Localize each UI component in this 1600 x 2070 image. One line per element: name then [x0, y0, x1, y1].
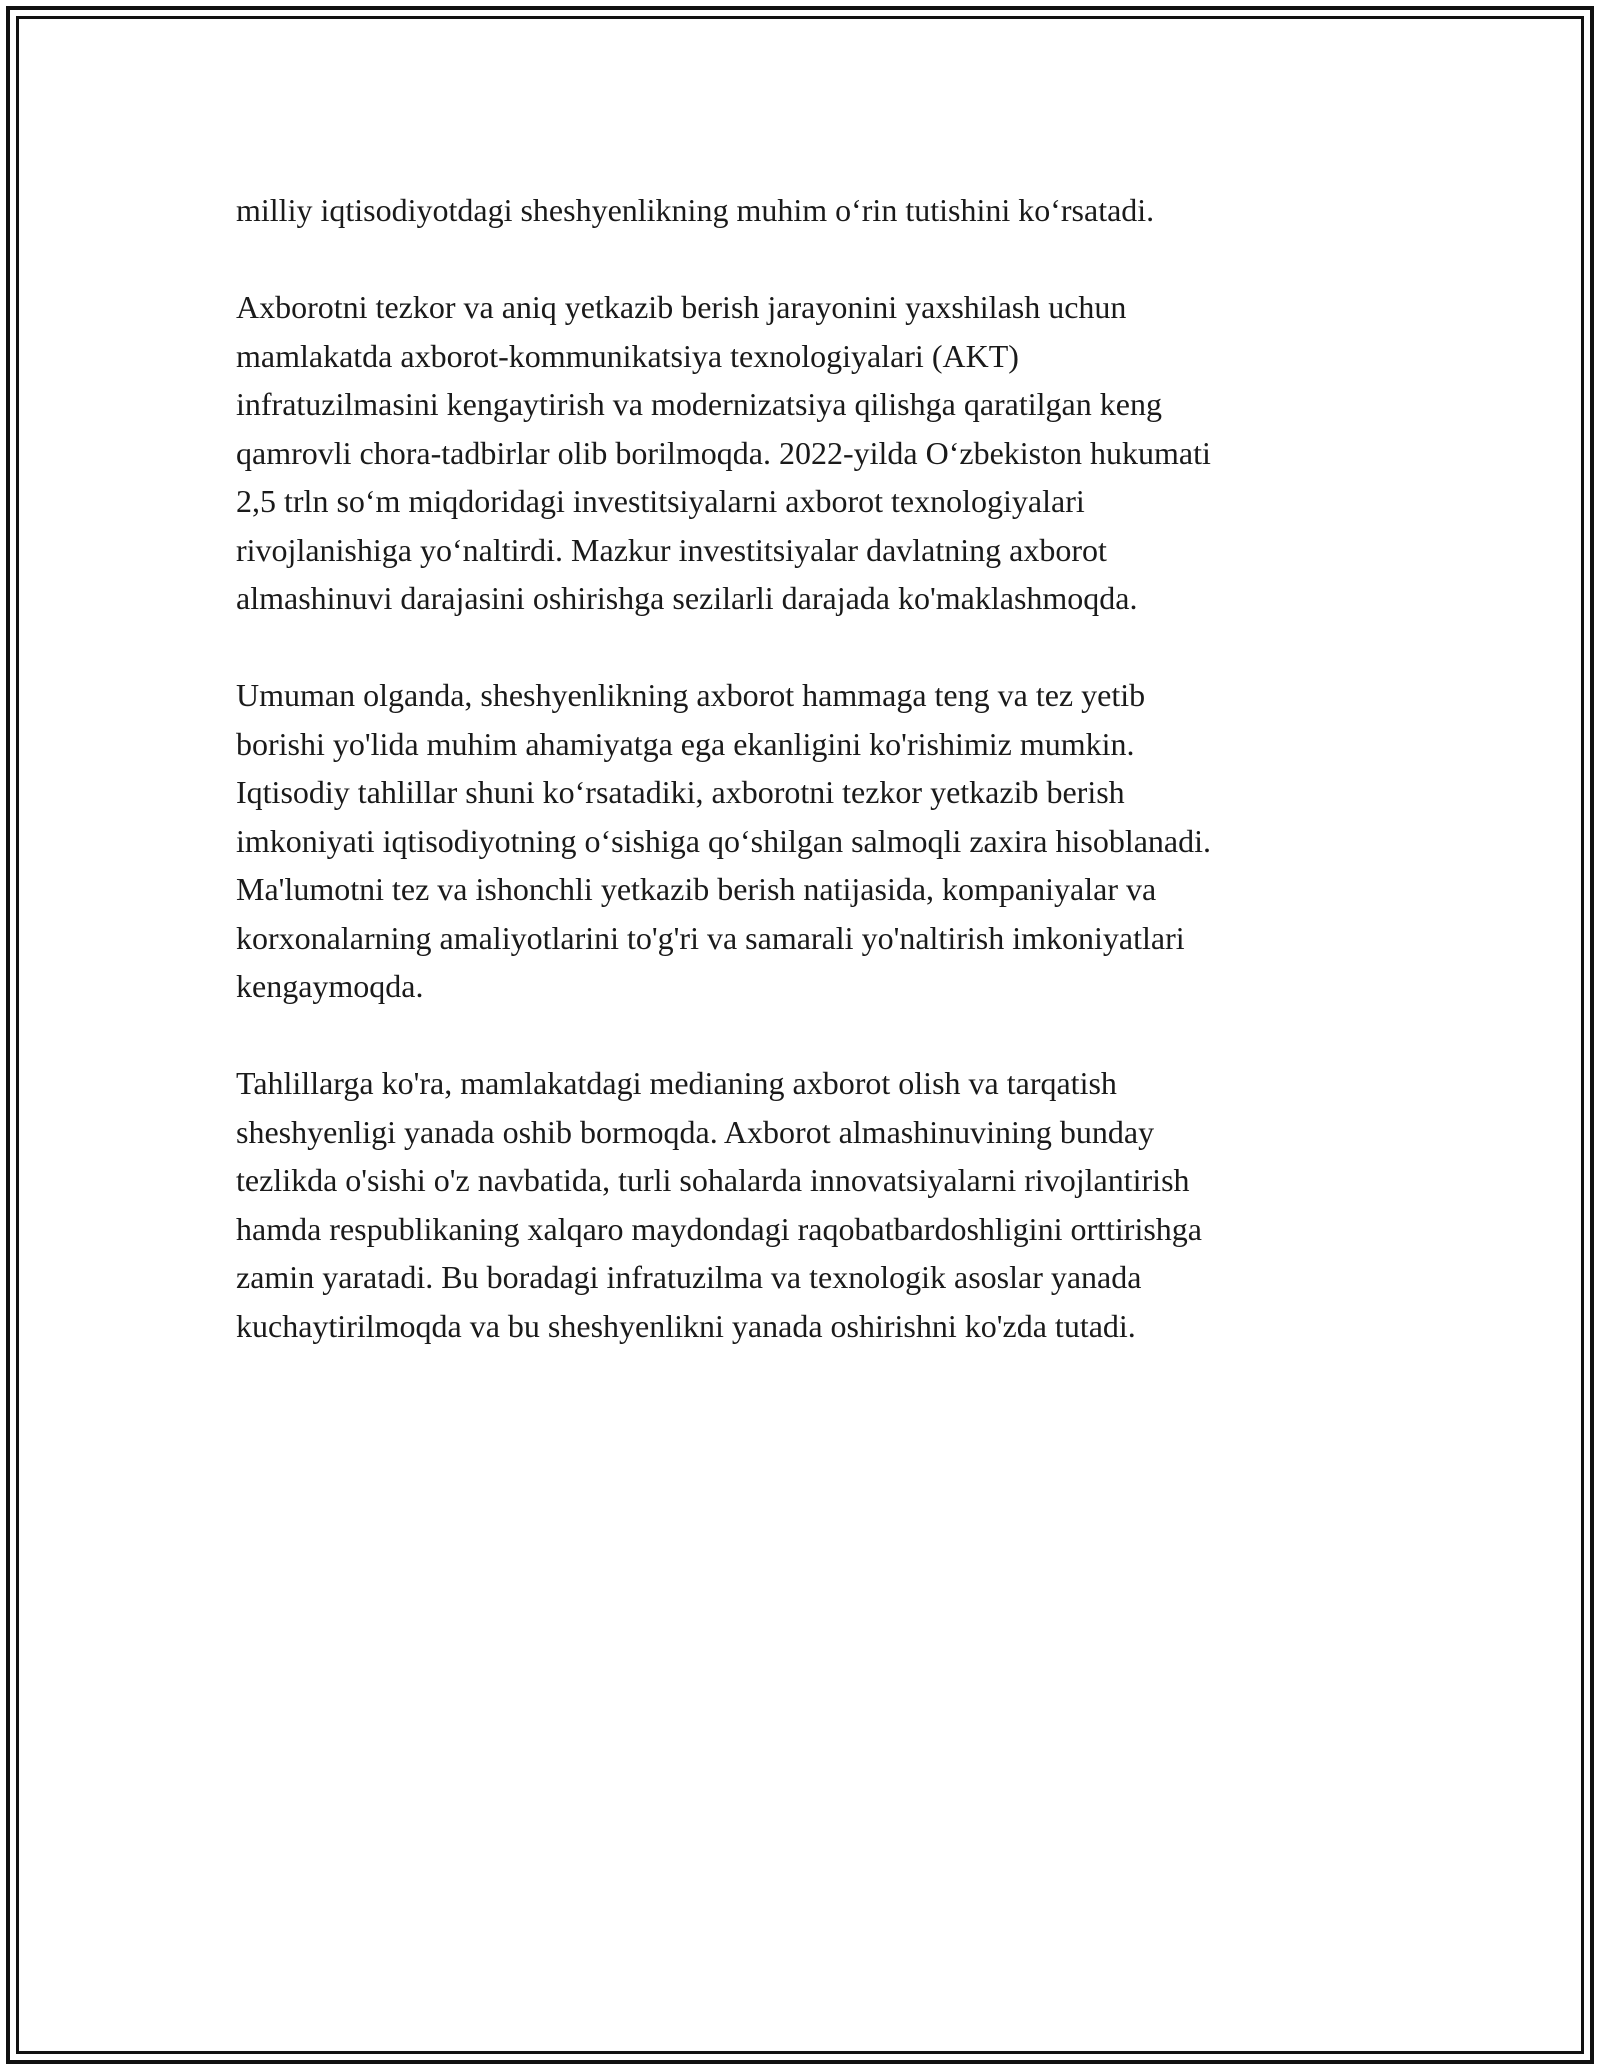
text-line: almashinuvi darajasini oshirishga sezilarli darajada ko'maklashmoqda.: [236, 580, 1138, 616]
text-line: mamlakatda axborot-kommunikatsiya texnologiyalari (AKT): [236, 337, 1019, 374]
paragraph-1: [236, 186, 1364, 235]
text-line: borishi yo'lida muhim ahamiyatga ega ekanligini ko'rishimiz mumkin.: [236, 725, 1135, 762]
paragraph-2: [236, 283, 1364, 623]
text-line: 2,5 trln so‘m miqdoridagi investitsiyalarni axborot texnologiyalari: [236, 483, 1085, 519]
text-line: tezlikda o'sishi o'z navbatida, turli sohalarda innovatsiyalarni rivojlantirish: [236, 1162, 1190, 1198]
text-line: sheshyenligi yanada oshib bormoqda. Axborot almashinuvining bunday: [236, 1113, 1155, 1150]
text-line: Iqtisodiy tahlillar shuni ko‘rsatadiki, axborotni tezkor yetkazib berish: [236, 774, 1125, 810]
text-line: korxonalarning amaliyotlarini to'g'ri va samarali yo'naltirish imkoniyatlari: [236, 919, 1185, 956]
document-body: [236, 186, 1364, 1399]
paragraph-4: [236, 1059, 1364, 1350]
text-line: hamda respublikaning xalqaro maydondagi raqobatbardoshligini orttirishga: [236, 1210, 1202, 1247]
text-line: infratuzilmasini kengaytirish va modernizatsiya qilishga qaratilgan keng: [236, 386, 1162, 422]
text-line: kengaymoqda.: [236, 968, 424, 1004]
text-line: Tahlillarga ko'ra, mamlakatdagi medianing axborot olish va tarqatish: [236, 1065, 1117, 1101]
paragraph-3: [236, 671, 1364, 1011]
text-line: kuchaytirilmoqda va bu sheshyenlikni yanada oshirishni ko'zda tutadi.: [236, 1307, 1136, 1344]
text-line: Umuman olganda, sheshyenlikning axborot hammaga teng va tez yetib: [236, 677, 1146, 713]
text-line: Axborotni tezkor va aniq yetkazib berish jarayonini yaxshilash uchun: [236, 289, 1127, 325]
text-line: rivojlanishiga yo‘naltirdi. Mazkur investitsiyalar davlatning axborot: [236, 531, 1107, 568]
text-line: zamin yaratadi. Bu boradagi infratuzilma va texnologik asoslar yanada: [236, 1259, 1142, 1295]
text-line: milliy iqtisodiyotdagi sheshyenlikning muhim o‘rin tutishini ko‘rsatadi.: [236, 192, 1155, 228]
text-line: Ma'lumotni tez va ishonchli yetkazib berish natijasida, kompaniyalar va: [236, 871, 1157, 907]
text-line: qamrovli chora-tadbirlar olib borilmoqda. 2022-yilda O‘zbekiston hukumati: [236, 434, 1211, 471]
text-line: imkoniyati iqtisodiyotning o‘sishiga qo‘shilgan salmoqli zaxira hisoblanadi.: [236, 822, 1211, 859]
